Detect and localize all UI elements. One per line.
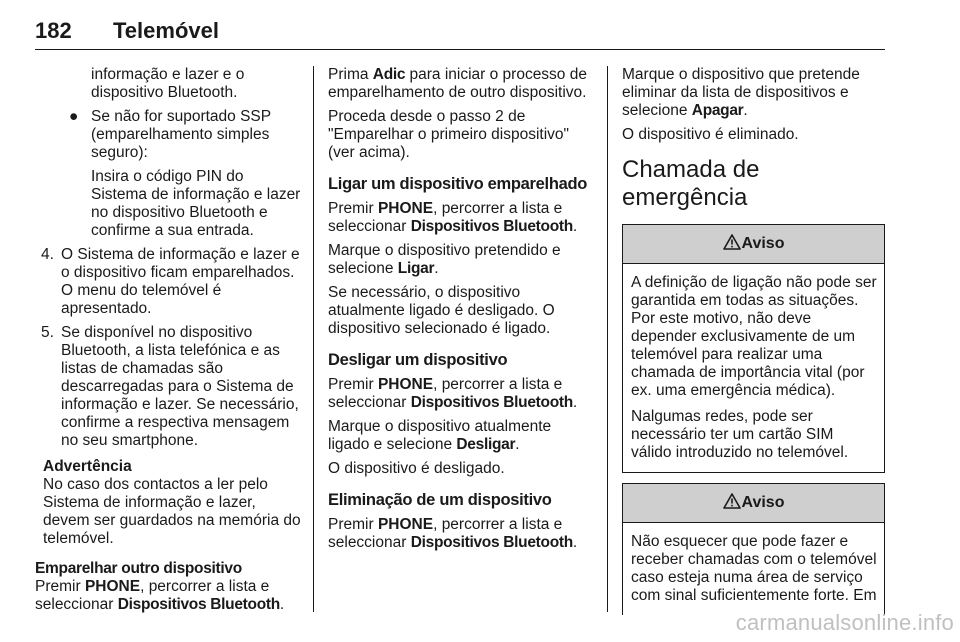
text: Prima [328, 66, 373, 83]
text: . [515, 436, 520, 453]
text: para iniciar o processo de emparelhamento de outro dispositivo. [328, 66, 587, 101]
warning-box [622, 224, 885, 473]
text: , percorrer a lista e seleccionar [328, 376, 563, 411]
paragraph: Se necessário, o dispositivo atualmente ligado é desligado. O dispositivo selecionado é ligado. [328, 284, 555, 337]
keyword-phone: PHONE [377, 200, 434, 217]
text: Marque o dispositivo que pretende eliminar da lista de dispositivos e selecione [622, 66, 860, 119]
text: Premir [35, 578, 85, 595]
keyword-bluetooth-devices: Dispositivos Bluetooth [410, 394, 573, 411]
warning-title: Aviso [741, 494, 785, 511]
keyword-phone: PHONE [377, 376, 434, 393]
bullet-subtext: Insira o código PIN do Sistema de informação e lazer no dispositivo Bluetooth e confirme a sua entrada. [91, 168, 301, 239]
step-5 [35, 324, 303, 450]
watermark: carmanualsonline.info [735, 610, 954, 635]
paragraph: Proceda desde o passo 2 de "Emparelhar o primeiro dispositivo" (ver acima). [328, 108, 570, 161]
keyword-disconnect: Desligar [456, 436, 516, 453]
step-number: 5. [41, 324, 54, 341]
warning-triangle-icon [723, 227, 741, 243]
warning-triangle-icon [723, 486, 741, 502]
bullet-icon: ● [69, 108, 79, 125]
column-divider [313, 66, 314, 612]
bullet-item [35, 108, 303, 162]
warning-text: Não esquecer que pode fazer e receber chamadas com o telemóvel caso esteja numa área de serviço com sinal suficientemente forte. Em [631, 533, 877, 604]
step-number: 4. [41, 246, 54, 263]
continued-text: informação e lazer e o dispositivo Bluetooth. [91, 66, 245, 101]
text: . [279, 596, 285, 613]
text: . [743, 102, 748, 119]
heading-connect-device: Ligar um dispositivo emparelhado [328, 175, 588, 193]
text: , percorrer a lista e seleccionar [328, 200, 563, 235]
paragraph [328, 376, 596, 412]
keyword-delete: Apagar [691, 102, 744, 119]
paragraph: O dispositivo é eliminado. [622, 126, 799, 143]
keyword-bluetooth-devices: Dispositivos Bluetooth [410, 534, 573, 551]
paragraph: O dispositivo é desligado. [328, 460, 505, 477]
text: . [572, 534, 578, 551]
keyword-phone: PHONE [84, 578, 141, 595]
note-title: Advertência [43, 458, 132, 475]
note-text: No caso dos contactos a ler pelo Sistema de informação e lazer, devem ser guardados na memória do telemóvel. [43, 476, 301, 547]
step-4 [35, 246, 303, 318]
paragraph [328, 516, 596, 552]
text: Premir [328, 200, 378, 217]
keyword-bluetooth-devices: Dispositivos Bluetooth [117, 596, 280, 613]
column-2 [328, 66, 596, 558]
step-text: O Sistema de informação e lazer e o dispositivo ficam emparelhados. O menu do telemóvel é apresentado. [61, 246, 300, 317]
warning-body [623, 264, 884, 472]
keyword-add: Adic [372, 66, 406, 83]
text: Premir [328, 516, 378, 533]
heading-delete-device: Eliminação de um dispositivo [328, 491, 552, 509]
heading-disconnect-device: Desligar um dispositivo [328, 351, 508, 369]
column-1 [35, 66, 303, 620]
text: Marque o dispositivo atualmente ligado e selecione [328, 418, 552, 453]
page-title: Telemóvel [113, 18, 219, 43]
paragraph [35, 578, 303, 614]
text: Marque o dispositivo pretendido e selecione [328, 242, 561, 277]
header-divider [35, 49, 885, 50]
text: , percorrer a lista e seleccionar [35, 578, 270, 613]
warning-text: A definição de ligação não pode ser garantida em todas as situações. Por este motivo, não deve depender exclusivamente de um telemóvel para realizar uma chamada de importância vital (por ex. uma emergência médica). [631, 274, 877, 399]
column-divider [607, 66, 608, 612]
warning-body [623, 523, 884, 615]
text: . [434, 260, 439, 277]
keyword-bluetooth-devices: Dispositivos Bluetooth [410, 218, 573, 235]
note-box [35, 458, 303, 548]
paragraph [328, 66, 596, 102]
bullet-text: Se não for suportado SSP (emparelhamento simples seguro): [91, 108, 271, 161]
warning-text: Nalgumas redes, pode ser necessário ter um cartão SIM válido introduzido no telemóvel. [631, 408, 849, 461]
paragraph [328, 242, 596, 278]
column-3 [622, 66, 885, 623]
text: Premir [328, 376, 378, 393]
paragraph [622, 66, 885, 120]
paragraph [328, 200, 596, 236]
warning-title: Aviso [741, 235, 785, 252]
page-number: 182 [35, 18, 72, 43]
text: , percorrer a lista e seleccionar [328, 516, 563, 551]
paragraph [328, 418, 596, 454]
text: . [572, 394, 578, 411]
subheading-pair-other: Emparelhar outro dispositivo [35, 560, 242, 577]
warning-box [622, 483, 885, 615]
section-title: Chamada de emergência [622, 156, 760, 211]
step-text: Se disponível no dispositivo Bluetooth, a lista telefónica e as listas de chamadas são descarregadas para o Sistema de informação e lazer. Se necessário, confirme a respectiva mensagem no seu smartphone. [61, 324, 299, 449]
warning-header [623, 225, 884, 264]
warning-header [623, 484, 884, 523]
keyword-phone: PHONE [377, 516, 434, 533]
keyword-connect: Ligar [397, 260, 435, 277]
text: . [572, 218, 578, 235]
